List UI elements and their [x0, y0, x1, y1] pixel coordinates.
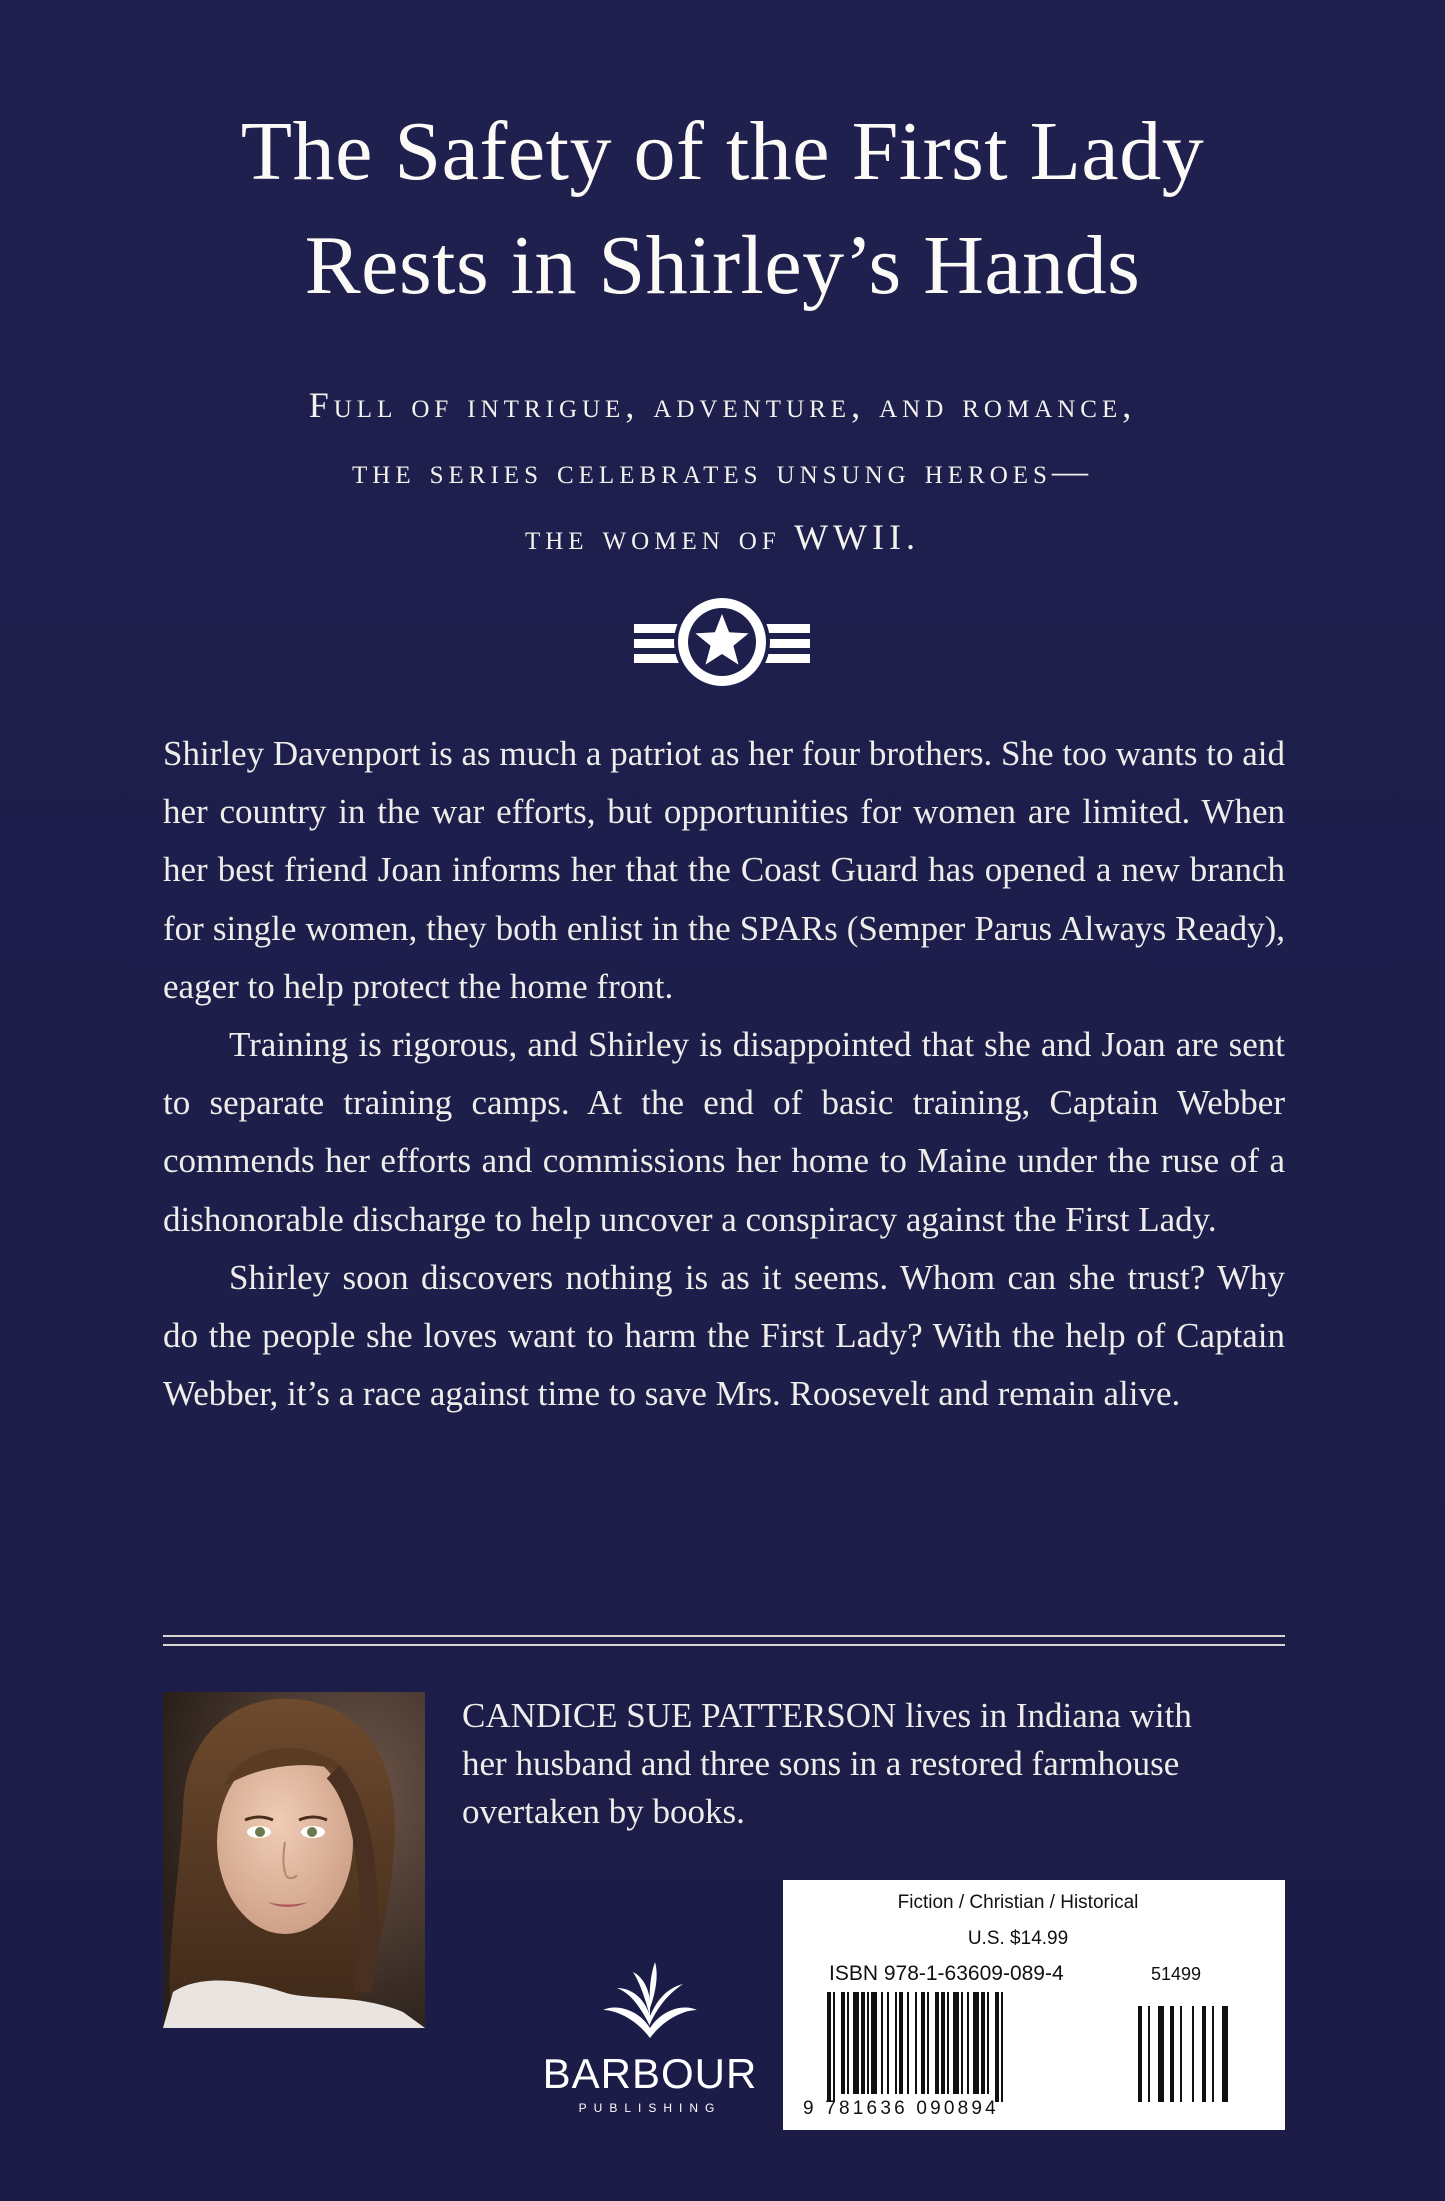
publisher-logo: [530, 1958, 770, 2138]
barcode-bar: [853, 1992, 859, 2094]
barcode-isbn: ISBN 978-1-63609-089-4: [829, 1962, 1064, 1985]
barcode-bar: [871, 1992, 877, 2094]
barcode-addon-bar: [1138, 2006, 1142, 2102]
headline-line-1: The Safety of the First Lady: [240, 105, 1205, 198]
barcode-bar: [1001, 1992, 1003, 2102]
barcode-bar: [867, 1992, 869, 2094]
blurb: [163, 725, 1285, 1423]
barcode-addon-bar: [1170, 2006, 1174, 2102]
barcode-bars: [783, 1880, 1285, 2130]
tagline-line-3: the women of WWII.: [524, 517, 921, 557]
divider-rule-top: [163, 1635, 1285, 1637]
publisher-name: BARBOUR: [542, 2050, 758, 2097]
barcode-bar: [833, 1992, 835, 2102]
tagline: [0, 372, 1445, 570]
barcode-bar: [907, 1992, 909, 2094]
star-wings-emblem-icon: [632, 590, 812, 690]
blurb-paragraph-3: Shirley soon discovers nothing is as it seems. Whom can she trust? Why do the people she loves want to harm the First Lady? With the help of Captain Webber, it’s a race against time to save Mrs. Roosevelt and remain alive.: [163, 1257, 1285, 1414]
barcode-bar: [995, 1992, 999, 2102]
author-bio: [462, 1692, 1302, 1836]
barcode-bar: [981, 1992, 985, 2094]
tagline-line-1: Full of intrigue, adventure, and romance,: [308, 385, 1137, 425]
blurb-paragraph-1: Shirley Davenport is as much a patriot as her four brothers. She too wants to aid her country in the war efforts, but opportunities for women are limited. When her best friend Joan informs her that the Coast Guard has opened a new branch for single women, they both enlist in the SPARs (Semper Parus Always Ready), eager to help protect the home front.: [163, 734, 1285, 1006]
barcode-bar: [861, 1992, 865, 2094]
barcode-bar: [961, 1992, 963, 2094]
barcode-addon-bar: [1222, 2006, 1228, 2102]
barcode-bar: [887, 1992, 889, 2094]
open-book-icon: [595, 1958, 705, 2044]
barcode-category: Fiction / Christian / Historical: [897, 1892, 1139, 1913]
barcode-bar: [847, 1992, 849, 2094]
headline-line-2: Rests in Shirley’s Hands: [304, 219, 1141, 312]
barcode-bar: [899, 1992, 903, 2094]
bio-line-1: CANDICE SUE PATTERSON lives in Indiana with: [462, 1696, 1192, 1735]
barcode-bar: [841, 1992, 845, 2094]
barcode-bar: [947, 1992, 949, 2094]
barcode-price: U.S. $14.99: [967, 1928, 1069, 1949]
barcode-bar: [827, 1992, 831, 2102]
divider-rule-bottom: [163, 1644, 1285, 1646]
barcode-bar: [895, 1992, 897, 2094]
barcode-bar: [967, 1992, 969, 2094]
barcode-addon-bar: [1202, 2006, 1206, 2102]
barcode-bar: [973, 1992, 979, 2094]
barcode-bar: [941, 1992, 945, 2094]
barcode-digits: 9 781636 090894: [803, 2098, 999, 2119]
author-photo: [163, 1692, 425, 2028]
barcode-bar: [987, 1992, 989, 2094]
barcode-bar: [935, 1992, 939, 2094]
publisher-subtitle: PUBLISHING: [578, 2101, 722, 2115]
bio-line-2: her husband and three sons in a restored farmhouse: [462, 1744, 1180, 1783]
barcode-addon-bar: [1192, 2006, 1194, 2102]
barcode-bar: [915, 1992, 917, 2094]
barcode-addon-bar: [1212, 2006, 1214, 2102]
isbn-barcode: [783, 1880, 1285, 2130]
barcode-bar: [921, 1992, 925, 2094]
barcode-addon-bar: [1180, 2006, 1182, 2102]
headline: [0, 95, 1445, 323]
tagline-line-2: the series celebrates unsung heroes—: [352, 451, 1093, 491]
barcode-addon-bar: [1148, 2006, 1150, 2102]
barcode-bar: [953, 1992, 959, 2094]
barcode-bar: [927, 1992, 929, 2094]
barcode-bar: [881, 1992, 883, 2094]
barcode-price-code: 51499: [1151, 1964, 1202, 1984]
blurb-paragraph-2: Training is rigorous, and Shirley is disappointed that she and Joan are sent to separate training camps. At the end of basic training, Captain Webber commends her efforts and commissions her home to Maine under the ruse of a dishonorable discharge to help uncover a conspiracy against the First Lady.: [163, 1025, 1285, 1239]
bio-line-3: overtaken by books.: [462, 1792, 745, 1831]
barcode-addon-bar: [1158, 2006, 1164, 2102]
